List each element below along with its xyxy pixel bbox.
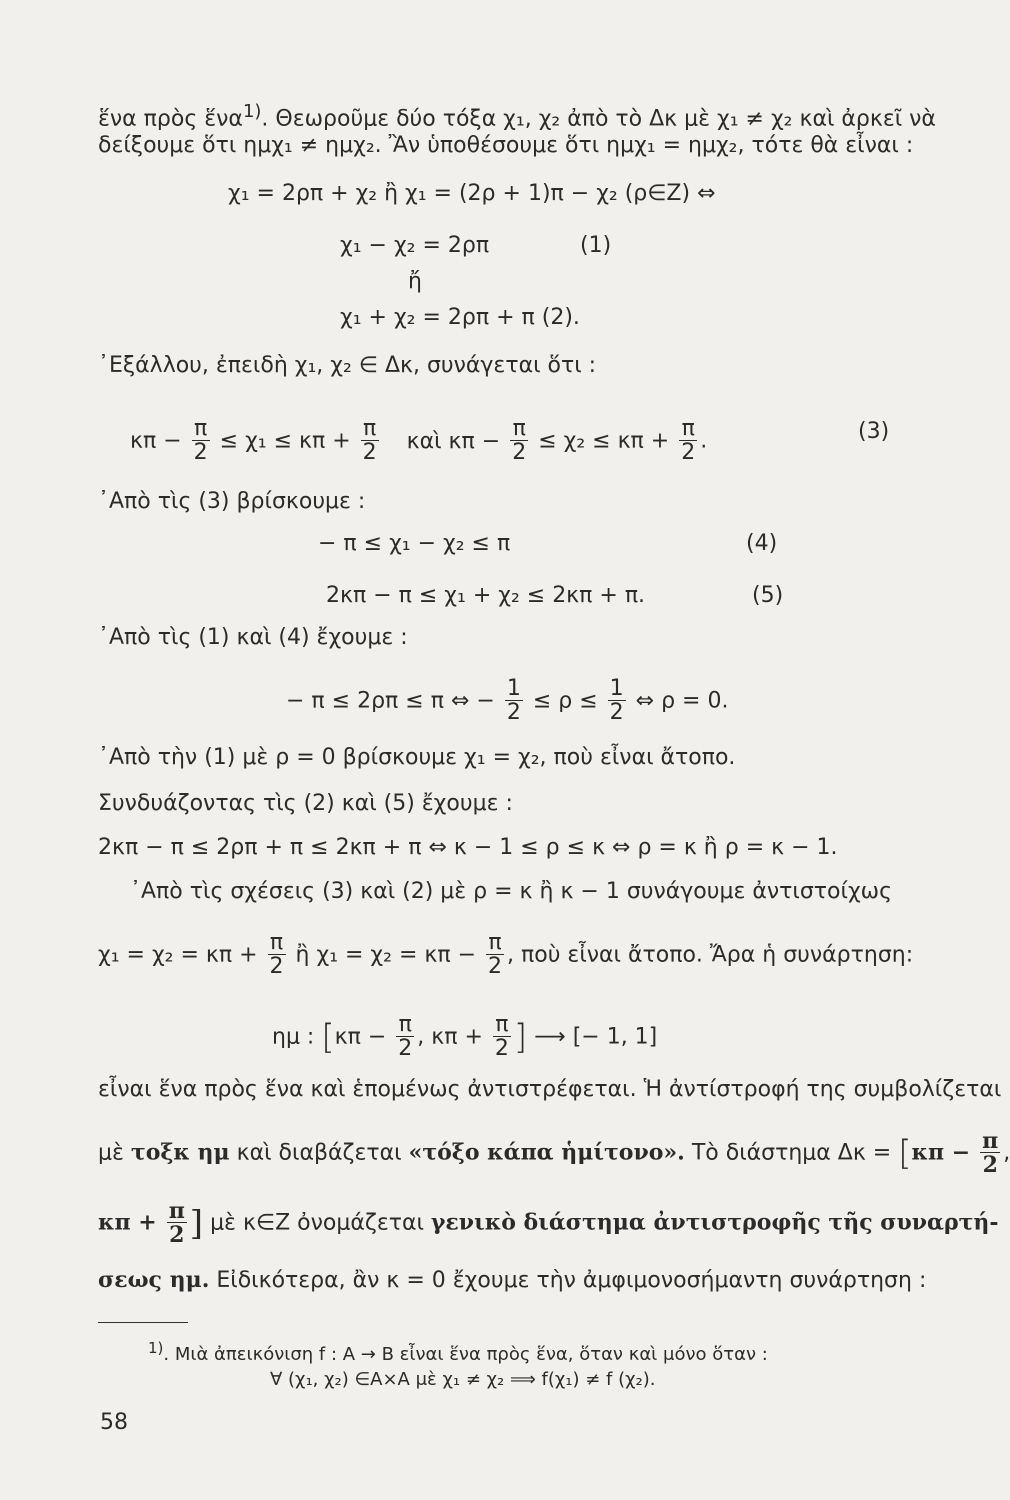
inequality-3-number: (3): [858, 419, 890, 444]
footnote-text-1: . Μιὰ ἀπεικόνιση f : A → B εἶναι ἕνα πρὸς ἕνα, ὅταν καὶ μόνο ὅταν :: [163, 1344, 768, 1365]
text-line-11: εἶναι ἕνα πρὸς ἕνα καὶ ἑπομένως ἀντιστρέφεται. Ἡ ἀντίστροφή της συμβολίζεται: [98, 1077, 1002, 1102]
text-line-8: 2κπ − π ≤ 2ρπ + π ≤ 2κπ + π ⇔ κ − 1 ≤ ρ ≤ κ ⇔ ρ = κ ἢ ρ = κ − 1.: [98, 835, 838, 860]
map-part-d: ⟶ [− 1, 1]: [534, 1024, 658, 1050]
footnote-mark: 1): [148, 1339, 164, 1357]
fraction-pi-over-2: [268, 932, 286, 979]
footnote-line-2: ∀ (χ₁, χ₂) ∈A×A μὲ χ₁ ≠ χ₂ ⟹ f(χ₁) ≠ f (χ₂).: [270, 1369, 656, 1390]
l13-part-b: μὲ κ∈Z ὀνομάζεται: [210, 1210, 424, 1236]
footnote-divider: [98, 1322, 188, 1323]
map-part-a: ημ :: [272, 1024, 315, 1050]
fraction-pi-over-2: [396, 1014, 414, 1061]
numerator: π: [495, 1012, 509, 1037]
l12-part-a: μὲ: [98, 1140, 124, 1166]
equation-2: χ₁ + χ₂ = 2ρπ + π (2).: [340, 305, 580, 330]
text-line-1-start: ἕνα πρὸς ἕνα: [98, 106, 243, 132]
left-bracket: [: [898, 1133, 912, 1174]
equation-1-number: (1): [580, 233, 612, 258]
equation-a: χ₁ = 2ρπ + χ₂ ἢ χ₁ = (2ρ + 1)π − χ₂ (ρ∈Z) ⇔: [228, 181, 716, 206]
l13-part-c: γενικὸ διάστημα ἀντιστροφῆς τῆς συναρτή-: [430, 1209, 999, 1236]
l12-part-f: κπ −: [911, 1139, 971, 1166]
denominator: 2: [512, 440, 527, 465]
footnote-marker: 1): [242, 101, 262, 122]
denominator: 2: [980, 1152, 1000, 1177]
numerator: π: [512, 416, 526, 441]
inequality-4: − π ≤ χ₁ − χ₂ ≤ π: [318, 531, 511, 556]
denominator: 2: [167, 1222, 187, 1247]
numerator: π: [488, 930, 502, 955]
fraction-pi-over-2: [361, 418, 379, 465]
right-bracket: ]: [513, 1017, 528, 1058]
fraction-pi-over-2: [493, 1014, 511, 1061]
inequality-4-number: (4): [746, 531, 778, 556]
right-bracket: ]: [189, 1203, 204, 1244]
eq6-part-b: ≤ ρ ≤: [532, 688, 598, 714]
fraction-pi-over-2: [486, 932, 504, 979]
text-line-7: Συνδυάζοντας τὶς (2) καὶ (5) ἔχουμε :: [98, 791, 513, 816]
fraction-pi-over-2: [679, 418, 697, 465]
text-line-9: ᾿Απὸ τὶς σχέσεις (3) καὶ (2) μὲ ρ = κ ἢ κ − 1 συνάγουμε ἀντιστοίχως: [130, 879, 892, 904]
denominator: 2: [488, 954, 503, 979]
fraction-1-over-2: [608, 678, 626, 725]
ineq3-part-a: κπ −: [130, 428, 182, 454]
l14-part-a: σεως ημ.: [98, 1267, 210, 1293]
numerator: 1: [609, 676, 624, 701]
text-line-12: μὲ τοξκ ημ καὶ διαβάζεται «τόξο κάπα ἡμίτονο». Τὸ διάστημα Δκ = [κπ − $\frac{\pi}{2}$ ,: [98, 1128, 1010, 1178]
l14-part-b: Εἰδικότερα, ἂν κ = 0 ἔχουμε τὴν ἀμφιμονοσήμαντη συνάρτηση :: [216, 1268, 927, 1293]
fraction-1-over-2: [505, 678, 523, 725]
denominator: 2: [494, 1036, 509, 1061]
denominator: 2: [506, 700, 521, 725]
text-line-3: ᾿Εξάλλου, ἐπειδὴ χ₁, χ₂ ∈ Δκ, συνάγεται ὅτι :: [98, 353, 597, 378]
equation-or: ἤ: [408, 269, 422, 294]
text-line-10: [98, 932, 913, 979]
numerator: π: [681, 416, 695, 441]
fraction-pi-over-2: [192, 418, 210, 465]
text-line-5: ᾿Απὸ τὶς (1) καὶ (4) ἔχουμε :: [98, 625, 408, 650]
l10-part-a: χ₁ = χ₂ = κπ +: [98, 942, 258, 968]
text-line-14: [98, 1266, 926, 1295]
page-number: 58: [100, 1410, 128, 1435]
inequality-5-number: (5): [752, 583, 784, 608]
numerator: π: [269, 930, 284, 955]
inequality-6: [286, 678, 728, 725]
text-line-4: ᾿Απὸ τὶς (3) βρίσκουμε :: [98, 489, 366, 514]
function-mapping: [272, 1014, 657, 1061]
eq6-part-a: − π ≤ 2ρπ ≤ π ⇔ −: [286, 688, 495, 714]
numerator: π: [194, 416, 208, 441]
denominator: 2: [609, 700, 624, 725]
text-line-1: [98, 98, 936, 133]
text-line-1-end: . Θεωροῦμε δύο τόξα χ₁, χ₂ ἀπὸ τὸ Δκ μὲ χ₁ ≠ χ₂ καὶ ἀρκεῖ νὰ: [261, 106, 936, 132]
l10-part-b: ἢ χ₁ = χ₂ = κπ −: [295, 942, 477, 968]
fraction-pi-over-2: [167, 1200, 187, 1247]
map-part-c: , κπ +: [417, 1024, 483, 1050]
numerator: 1: [506, 676, 521, 701]
l12-part-e: Τὸ διάστημα Δκ =: [691, 1140, 892, 1166]
footnote-line-1: [148, 1334, 768, 1369]
eq6-part-c: ⇔ ρ = 0.: [635, 688, 729, 714]
l12-part-d: «τόξο κάπα ἡμίτονο».: [408, 1139, 685, 1166]
l10-part-c: , ποὺ εἶναι ἄτοπο. Ἄρα ἡ συνάρτηση:: [507, 942, 914, 968]
left-bracket: [: [321, 1017, 335, 1058]
ineq3-part-d: ≤ χ₂ ≤ κπ +: [538, 428, 670, 454]
fraction-pi-over-2: [980, 1130, 1000, 1177]
ineq3-part-b: ≤ χ₁ ≤ κπ +: [219, 428, 351, 454]
ineq3-part-c: καὶ κπ −: [406, 428, 501, 454]
numerator: π: [398, 1012, 412, 1037]
numerator: π: [982, 1128, 999, 1154]
numerator: π: [168, 1198, 185, 1224]
map-part-b: κπ −: [334, 1024, 387, 1050]
l12-part-b: τοξκ ημ: [130, 1139, 230, 1166]
text-line-2: δείξουμε ὅτι ημχ₁ ≠ ημχ₂. Ἂν ὑποθέσουμε ὅτι ημχ₁ = ημχ₂, τότε θὰ εἶναι :: [98, 133, 914, 158]
inequality-5: 2κπ − π ≤ χ₁ + χ₂ ≤ 2κπ + π.: [326, 583, 646, 608]
l12-part-c: καὶ διαβάζεται: [236, 1140, 402, 1166]
numerator: π: [363, 416, 377, 441]
denominator: 2: [681, 440, 696, 465]
equation-1: χ₁ − χ₂ = 2ρπ: [340, 233, 490, 258]
denominator: 2: [362, 440, 377, 465]
fraction-pi-over-2: [510, 418, 528, 465]
text-line-6: ᾿Απὸ τὴν (1) μὲ ρ = 0 βρίσκουμε χ₁ = χ₂, ποὺ εἶναι ἄτοπο.: [98, 745, 736, 770]
l13-part-a: κπ +: [98, 1209, 157, 1236]
denominator: 2: [269, 954, 284, 979]
text-line-13: [98, 1200, 999, 1247]
inequality-3: κπ − $\frac{\pi}{2}$ ≤ χ₁ ≤ κπ + $\frac{\pi}{2}$ καὶ κπ − $\frac{\pi}{2}$ ≤ χ₂ ≤ κπ + $\frac{\pi}{2}$ .: [130, 416, 708, 465]
denominator: 2: [398, 1036, 413, 1061]
denominator: 2: [193, 440, 208, 465]
